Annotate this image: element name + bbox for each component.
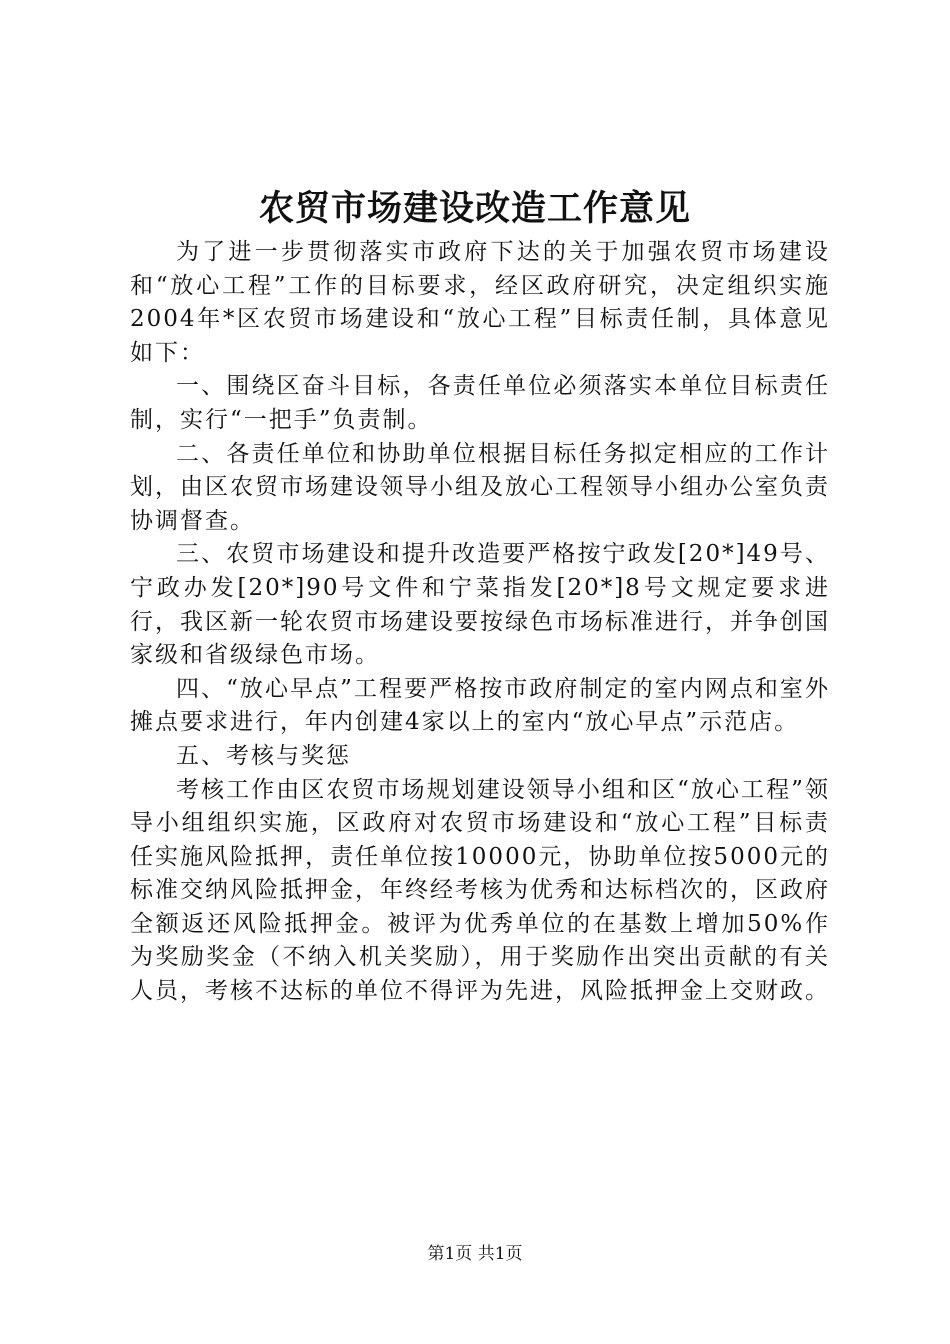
document-body (130, 236, 830, 1009)
paragraph-assessment: 考核工作由区农贸市场规划建设领导小组和区“放心工程”领导小组组织实施，区政府对农贸市场建设和“放心工程”目标责任实施风险抵押，责任单位按10000元，协助单位按5000元的标准交纳风险抵押金，年终经考核为优秀和达标档次的，区政府全额返还风险抵押金。被评为优秀单位的在基数上增加50%作为奖励奖金（不纳入机关奖励），用于奖励作出突出贡献的有关人员，考核不达标的单位不得评为先进，风险抵押金上交财政。 (130, 776, 830, 1005)
paragraph-item-2: 二、各责任单位和协助单位根据目标任务拟定相应的工作计划，由区农贸市场建设领导小组及放心工程领导小组办公室负责协调督查。 (130, 440, 830, 534)
document-title: 农贸市场建设改造工作意见 (258, 188, 691, 229)
paragraph-item-3: 三、农贸市场建设和提升改造要严格按宁政发[20*]49号、宁政办发[20*]90号文件和宁菜指发[20*]8号文规定要求进行，我区新一轮农贸市场建设要按绿色市场标准进行，并争创国家级和省级绿色市场。 (130, 541, 830, 669)
paragraph-item-1: 一、围绕区奋斗目标，各责任单位必须落实本单位目标责任制，实行“一把手”负责制。 (130, 373, 830, 433)
paragraph-item-4: 四、“放心早点”工程要严格按市政府制定的室内网点和室外摊点要求进行，年内创建4家以上的室内“放心早点”示范店。 (130, 675, 830, 736)
section-heading-assessment: 五、考核与奖惩 (176, 742, 351, 769)
page-number-footer: 第1页 共1页 (427, 1244, 523, 1264)
paragraph-intro: 为了进一步贯彻落实市政府下达的关于加强农贸市场建设和“放心工程”工作的目标要求，经区政府研究，决定组织实施2004年*区农贸市场建设和“放心工程”目标责任制，具体意见如下： (130, 239, 830, 366)
